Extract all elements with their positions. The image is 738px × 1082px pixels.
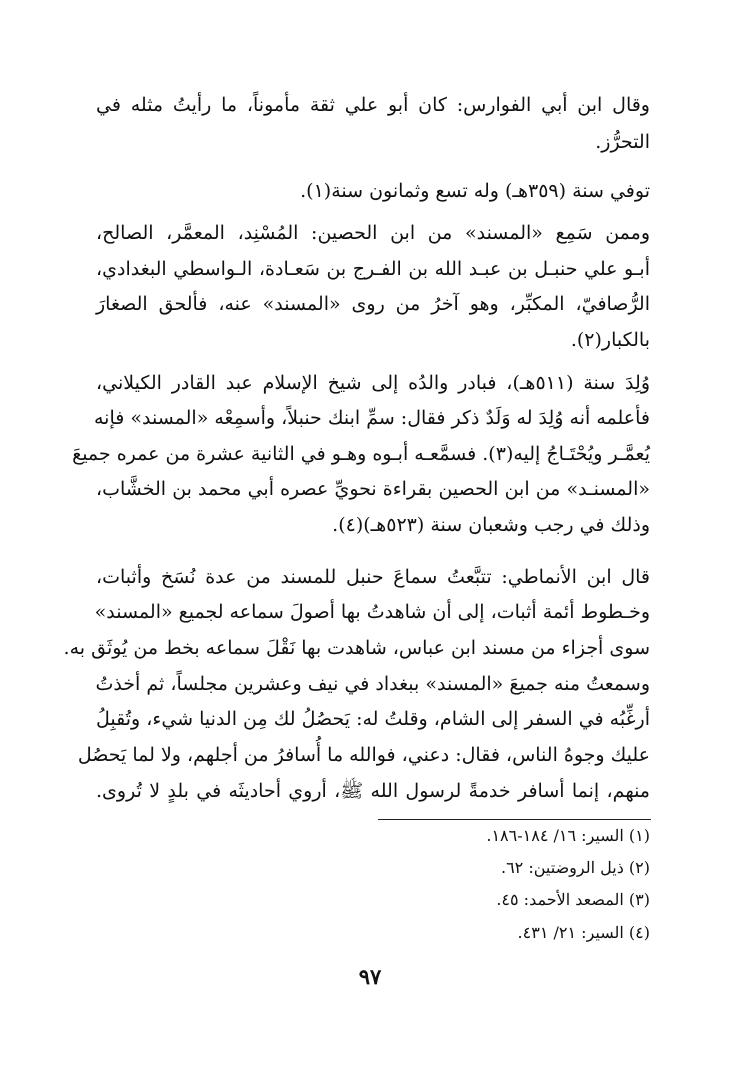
body-line-2: التحرُّز.: [595, 131, 650, 153]
body-line-17: أرغِّبُه في السفر إلى الشام، وقلتُ له: يَحصُلُ لك مِن الدنيا شيء، وتُقبِلُ: [96, 708, 650, 730]
body-line-9: فأعلمه أنه وُلِدَ له وَلَدٌ ذكر فقال: سمِّ ابنك حنبلاً، وأسمِعْه «المسند» فإنه: [93, 407, 650, 429]
body-line-3: توفي سنة (٣٥٩هـ) وله تسع وثمانون سنة(١).: [300, 180, 650, 202]
body-line-18: عليك وجوهُ الناس، فقال: دعني، فوالله ما أُسافرُ من أجلهم، ولا لما يَحصُل: [77, 744, 650, 766]
body-line-14: وخـطوط أئمة أثبات، إلى أن شاهدتُ بها أصولَ سماعه لجميع «المسند»: [94, 601, 650, 623]
page-number: ٩٧: [358, 964, 382, 989]
footnote-4: (٤) السير: ٢١/ ٤٣١.: [517, 923, 650, 942]
footnote-3: (٣) المصعد الأحمد: ٤٥.: [496, 890, 650, 909]
body-line-11: «المسنـد» من ابن الحصين بقراءة نحويِّ عصره أبي محمد بن الخشَّاب،: [96, 478, 650, 500]
body-line-10: يُعمَّـر ويُحْتَـاجُ إليه(٣). فسمَّعـه أبـوه وهـو في الثانية عشرة من عمره جميعَ: [72, 443, 650, 465]
body-line-12: وذلك في رجب وشعبان سنة (٥٢٣هـ)(٤).: [332, 514, 650, 536]
footnote-1: (١) السير: ١٦/ ١٨٤-١٨٦.: [486, 826, 650, 845]
body-line-13: قال ابن الأنماطي: تتبَّعتُ سماعَ حنبل للمسند من عدة نُسَخ وأثبات،: [96, 566, 650, 588]
body-line-4: وممن سَمِع «المسند» من ابن الحصين: المُسْنِد، المعمَّر، الصالح،: [96, 222, 650, 244]
body-line-5: أبـو علي حنبـل بن عبـد الله بن الفـرج بن سَعـادة، الـواسطي البغدادي،: [96, 258, 650, 280]
body-line-1: وقال ابن أبي الفوارس: كان أبو علي ثقة مأموناً، ما رأيتُ مثله في: [96, 94, 650, 116]
body-line-19: منهم، إنما أسافر خدمةً لرسول الله ﷺ، أروي أحاديثَه في بلدٍ لا تُروى.: [96, 780, 650, 802]
footnote-separator: [378, 819, 651, 820]
body-line-8: وُلِدَ سنة (٥١١هـ)، فبادر والدُه إلى شيخ الإسلام عبد القادر الكيلاني،: [96, 372, 650, 394]
body-line-15: سوى أجزاء من مسند ابن عباس، شاهدت بها نَقْلَ سماعه بخط من يُوثَق به.: [63, 637, 650, 659]
body-line-16: وسمعتُ منه جميعَ «المسند» ببغداد في نيف وعشرين مجلساً، ثم أخذتُ: [95, 673, 650, 695]
body-line-6: الرُّصافيّ، المكبِّر، وهو آخرُ من روى «المسند» عنه، فألحق الصغارَ: [96, 293, 650, 315]
body-line-7: بالكبار(٢).: [570, 329, 650, 351]
footnote-2: (٢) ذيل الروضتين: ٦٢.: [500, 858, 650, 877]
